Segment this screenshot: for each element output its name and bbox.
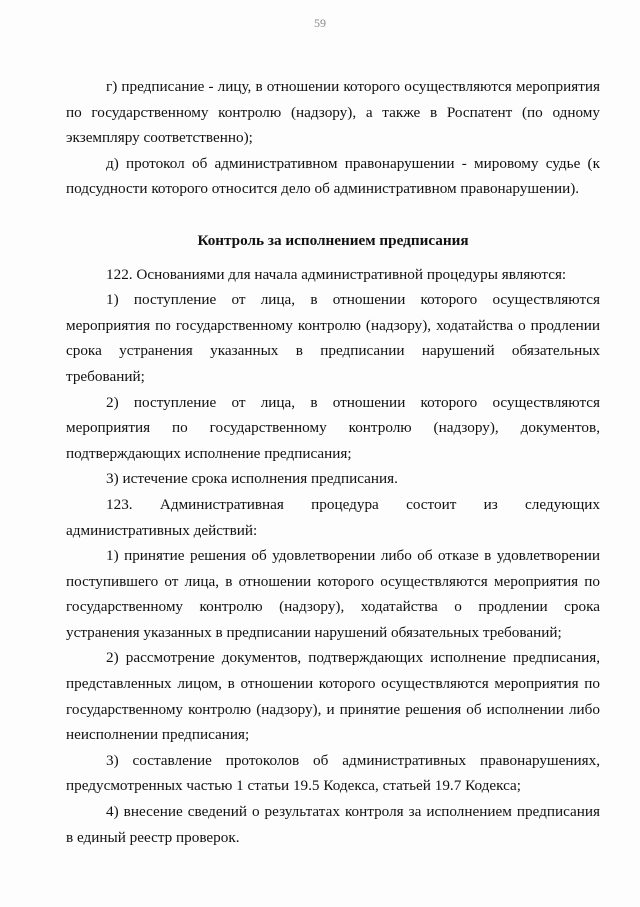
paragraph-123-item-4: 4) внесение сведений о результатах контроля за исполнением предписания в единый реестр проверок. <box>66 803 600 846</box>
paragraph-g: г) предписание - лицу, в отношении которого осуществляются мероприятия по государственному контролю (надзору), а также в Роспатент (по одному экземпляру соответственно); <box>66 78 600 147</box>
section-title: Контроль за исполнением предписания <box>197 231 469 249</box>
paragraph-123-item-1: 1) принятие решения об удовлетворении либо об отказе в удовлетворении поступившего от лица, в отношении которого осуществляются мероприятия по государственному контролю (надзору), ходатайства о продлении срока устранения указанных в предписании нарушений обязательных требований; <box>66 547 600 641</box>
page-number: 59 <box>314 16 326 30</box>
paragraph-122-item-2: 2) поступление от лица, в отношении которого осуществляются мероприятия по государственному контролю (надзору), документов, подтверждающих исполнение предписания; <box>66 393 600 462</box>
paragraph-123-item-2: 2) рассмотрение документов, подтверждающих исполнение предписания, представленных лицом, в отношении которого осуществляются мероприятия по государственному контролю (надзору), и принятие решения об исполнении либо неисполнении предписания; <box>66 649 600 744</box>
paragraph-d: д) протокол об административном правонарушении - мировому судье (к подсудности которого относится дело об административном правонарушении). <box>66 154 600 198</box>
paragraph-122-item-1: 1) поступление от лица, в отношении которого осуществляются мероприятия по государственному контролю (надзору), ходатайства о продлении срока устранения указанных в предписании нарушений обязательных требований; <box>66 291 600 385</box>
paragraph-122-item-3: 3) истечение срока исполнения предписания. <box>106 470 398 488</box>
paragraph-123-item-3: 3) составление протоколов об административных правонарушениях, предусмотренных частью 1 статьи 19.5 Кодекса, статьей 19.7 Кодекса; <box>66 751 600 795</box>
paragraph-123: 123. Административная процедура состоит из следующих административных действий: <box>66 495 600 539</box>
paragraph-122: 122. Основаниями для начала административной процедуры являются: <box>106 265 567 283</box>
document-body <box>66 74 600 850</box>
